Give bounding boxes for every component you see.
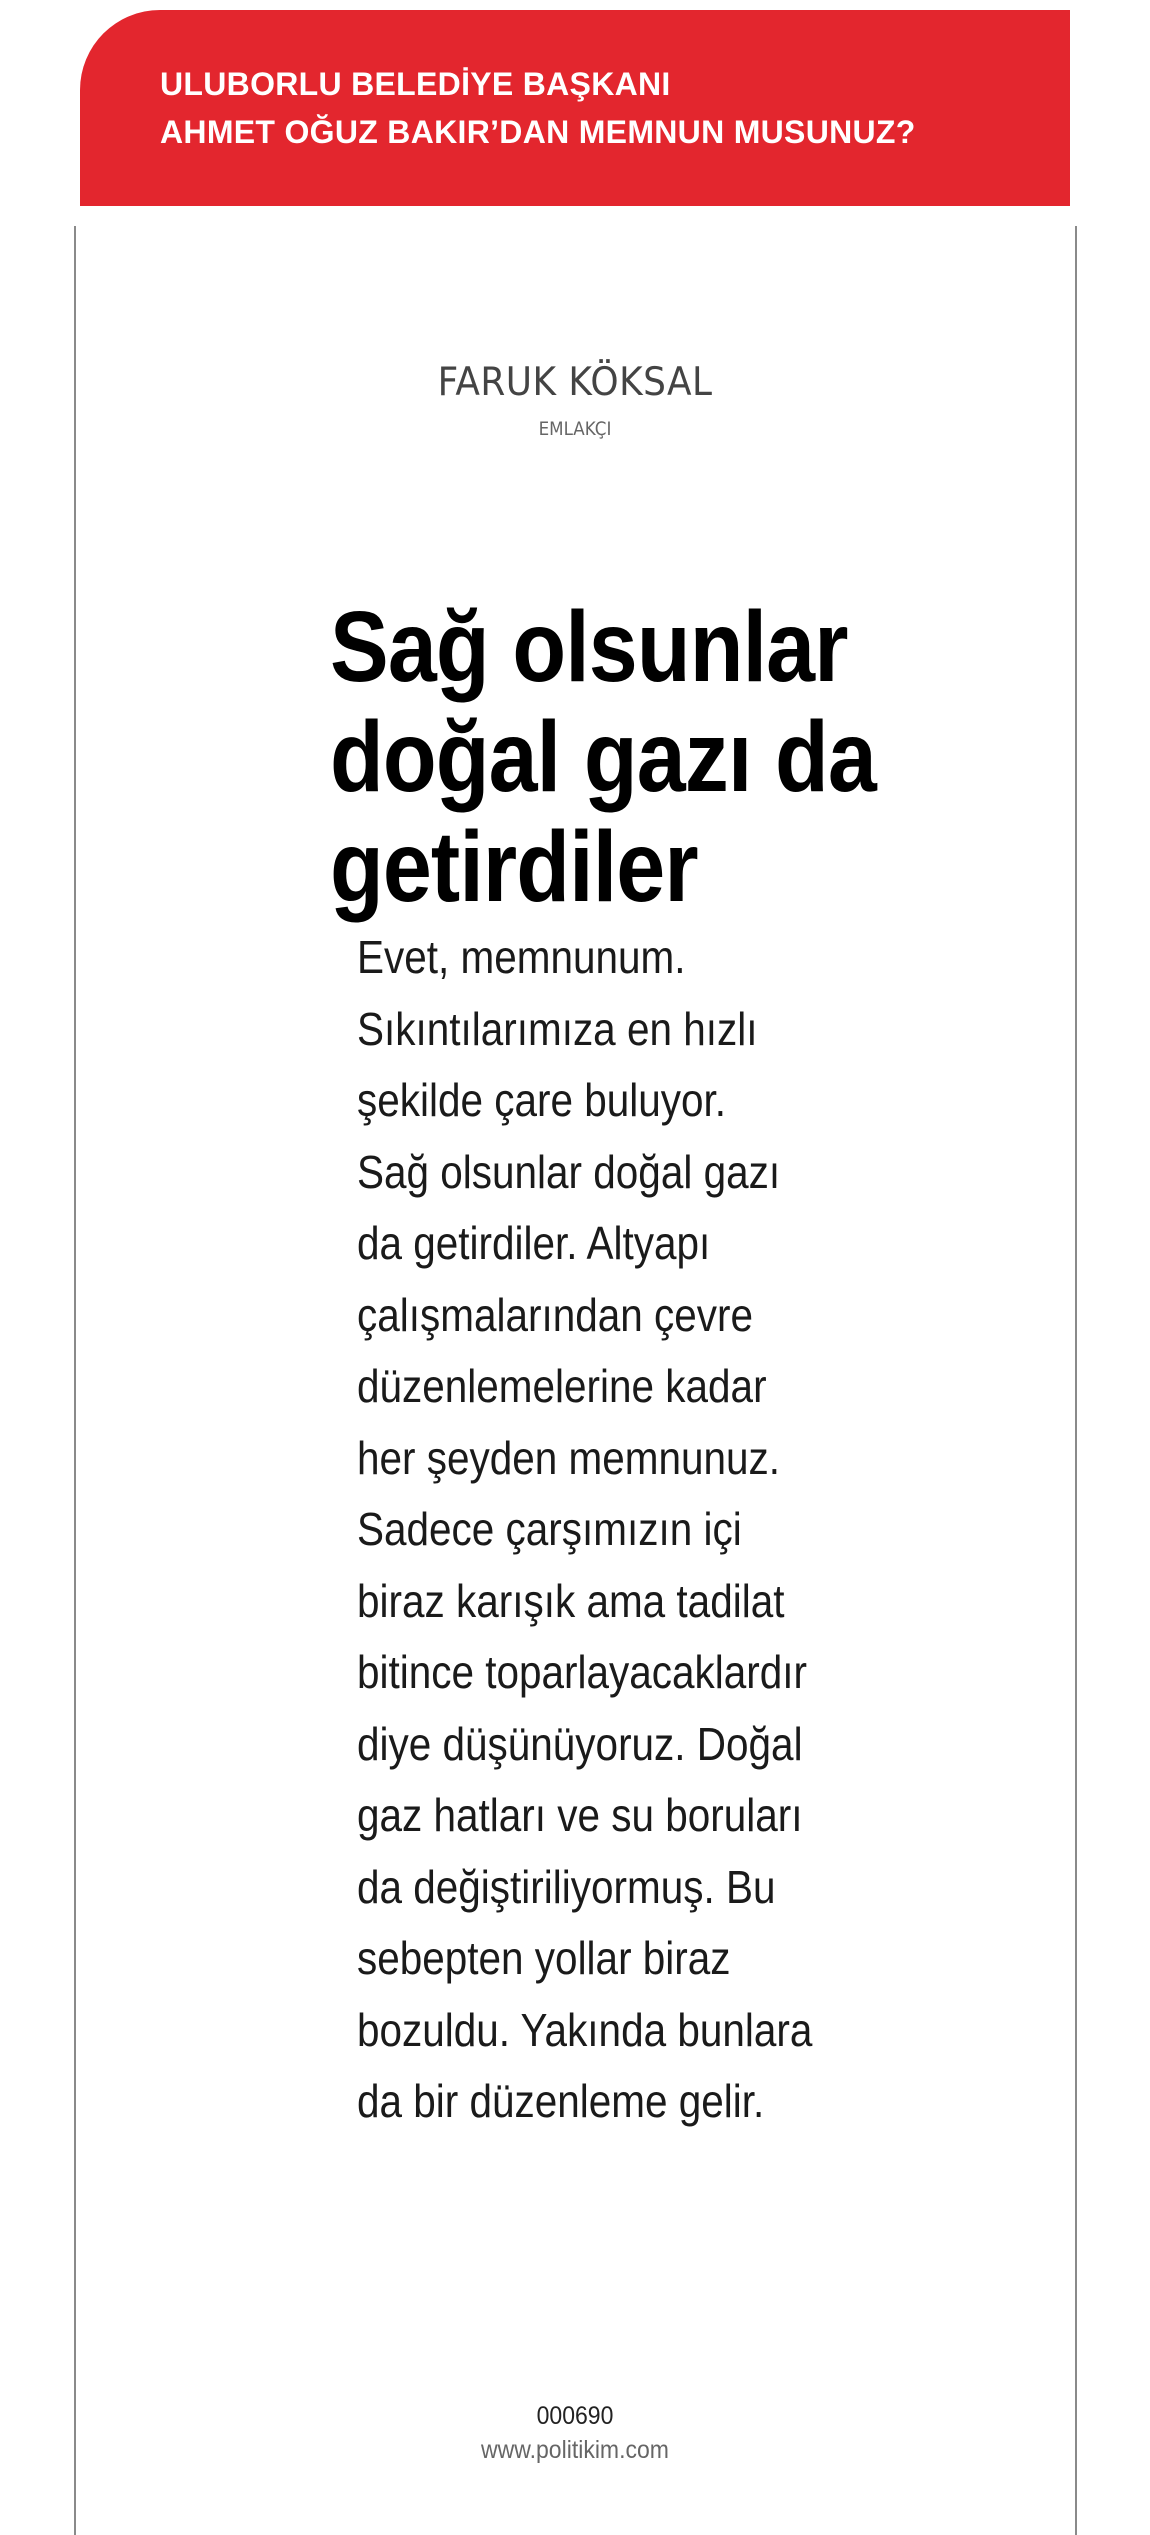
body-line: Evet, memnunum. bbox=[357, 931, 686, 983]
body-line: düzenlemelerine kadar bbox=[357, 1360, 767, 1412]
body-line: sebepten yollar biraz bbox=[357, 1932, 731, 1984]
headline-line: getirdiler bbox=[330, 811, 698, 923]
body-line: çalışmalarından çevre bbox=[357, 1288, 753, 1341]
quote-body bbox=[357, 922, 850, 2138]
website-url: www.politikim.com bbox=[481, 2436, 669, 2464]
frame-left-border bbox=[74, 226, 76, 2535]
body-line: da getirdiler. Altyapı bbox=[357, 1217, 711, 1269]
body-line: da değiştiriliyormuş. Bu bbox=[357, 1860, 776, 1913]
header-banner bbox=[80, 10, 1070, 206]
banner-title-line-1: ULUBORLU BELEDİYE BAŞKANI bbox=[160, 66, 671, 102]
body-line: diye düşünüyoruz. Doğal bbox=[357, 1717, 803, 1770]
body-line: Sağ olsunlar doğal gazı bbox=[357, 1145, 781, 1198]
body-line: Sadece çarşımızın içi bbox=[357, 1503, 742, 1555]
body-line: şekilde çare buluyor. bbox=[357, 1074, 727, 1126]
author-role: EMLAKÇI bbox=[538, 418, 612, 440]
document-code: 000690 bbox=[536, 2402, 614, 2430]
body-line: da bir düzenleme gelir. bbox=[357, 2075, 765, 2127]
author-name: FARUK KÖKSAL bbox=[437, 360, 713, 405]
banner-title-line-2: AHMET OĞUZ BAKIR’DAN MEMNUN MUSUNUZ? bbox=[160, 114, 916, 150]
body-line: gaz hatları ve su boruları bbox=[357, 1789, 803, 1841]
frame-right-border bbox=[1075, 226, 1077, 2535]
body-line: her şeyden memnunuz. bbox=[357, 1431, 781, 1484]
headline bbox=[330, 592, 911, 922]
body-line: bitince toparlayacaklardır bbox=[357, 1646, 808, 1698]
headline-line: Sağ olsunlar bbox=[330, 591, 848, 703]
body-line: biraz karışık ama tadilat bbox=[357, 1574, 785, 1627]
body-line: bozuldu. Yakında bunlara bbox=[357, 2003, 813, 2056]
headline-line: doğal gazı da bbox=[330, 701, 876, 813]
body-line: Sıkıntılarımıza en hızlı bbox=[357, 1002, 758, 1055]
